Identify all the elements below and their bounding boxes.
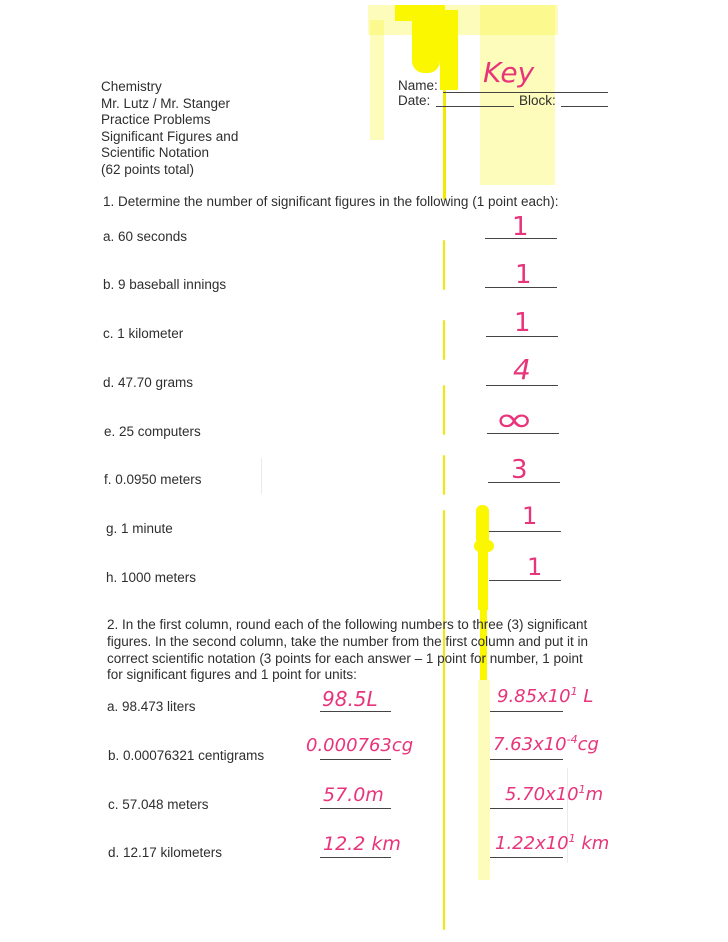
worksheet-topic-1: Significant Figures and [101, 128, 239, 144]
q1-answer: 1 [512, 212, 529, 242]
q1-item-label: c. 1 kilometer [103, 326, 184, 341]
q2-scientific-line [490, 808, 563, 809]
q2-prompt-line: for significant figures and 1 point for units: [107, 667, 357, 683]
worksheet-topic-2: Scientific Notation [101, 145, 210, 160]
q2-rounded-line [320, 808, 391, 809]
sci-exponent: 1 [578, 783, 586, 796]
name-field-value: Key [483, 56, 535, 89]
q1-answer: 3 [511, 455, 528, 485]
sci-mantissa: 9.85x10 [497, 686, 571, 707]
q2-rounded-answer: 57.0m [323, 784, 384, 806]
sci-exponent: 1 [568, 832, 576, 845]
q1-item-label: b. 9 baseball innings [103, 277, 227, 292]
q1-item-label: f. 0.0950 meters [104, 472, 202, 487]
sci-exponent: -4 [566, 733, 578, 746]
q1-answer: ∞ [494, 400, 534, 440]
sci-unit: m [585, 784, 604, 805]
q2-rounded-answer: 98.5L [322, 687, 378, 711]
q1-item-label: g. 1 minute [106, 521, 173, 536]
sci-exponent: 1 [570, 685, 578, 698]
q2-scientific-line [490, 857, 563, 858]
sci-mantissa: 5.70x10 [505, 784, 579, 805]
q2-prompt-line: 2. In the first column, round each of the following numbers to three (3) significant [107, 617, 588, 632]
q1-answer: 1 [515, 260, 532, 290]
q2-rounded-answer: 12.2 km [323, 833, 401, 855]
q1-answer: 1 [527, 553, 543, 581]
q2-scientific-line [490, 759, 563, 760]
sci-unit: L [583, 686, 594, 707]
q1-answer: 1 [514, 308, 531, 338]
q2-scientific-answer [497, 685, 593, 707]
teachers: Mr. Lutz / Mr. Stanger [101, 95, 231, 111]
course-header [101, 79, 238, 178]
q2-scientific-answer [493, 733, 599, 755]
points-total: (62 points total) [101, 161, 195, 177]
course-name: Chemistry [101, 79, 162, 94]
q1-item-label: e. 25 computers [104, 424, 201, 439]
sci-mantissa: 7.63x10 [493, 734, 567, 755]
q2-rounded-line [320, 857, 391, 858]
q2-scientific-line [490, 711, 563, 712]
q2-rounded-answer: 0.000763cg [306, 735, 414, 756]
date-field-line [436, 106, 514, 107]
q1-answer: 1 [522, 502, 538, 530]
q2-item-label: c. 57.048 meters [108, 797, 209, 812]
block-label: Block: [519, 93, 556, 108]
q2-scientific-answer [495, 832, 609, 854]
question-1-prompt: 1. Determine the number of significant figures in the following (1 point each): [103, 194, 559, 209]
q2-item-label: b. 0.00076321 centigrams [108, 748, 265, 763]
question-2-prompt [107, 617, 588, 684]
block-field-line [561, 106, 608, 107]
q1-item-label: d. 47.70 grams [103, 375, 194, 390]
q1-answer: 4 [513, 353, 531, 386]
q2-prompt-line: figures. In the second column, take the number from the first column and put it in [107, 633, 588, 649]
q1-answer-line [489, 580, 561, 581]
q2-rounded-line [320, 759, 391, 760]
q2-scientific-answer [505, 783, 603, 805]
worksheet-type: Practice Problems [101, 112, 211, 127]
q2-rounded-line [320, 711, 391, 712]
sci-unit: cg [577, 734, 599, 755]
sci-mantissa: 1.22x10 [495, 833, 569, 854]
q2-item-label: d. 12.17 kilometers [108, 845, 223, 860]
q2-item-label: a. 98.473 liters [107, 699, 196, 714]
q2-prompt-line: correct scientific notation (3 points for each answer – 1 point for number, 1 point [107, 650, 583, 666]
q1-answer-line [489, 531, 561, 532]
q1-item-label: a. 60 seconds [103, 229, 188, 244]
date-label: Date: [398, 93, 431, 108]
scan-artifact-line [261, 458, 262, 494]
name-label: Name: [398, 78, 438, 93]
q1-item-label: h. 1000 meters [106, 570, 197, 585]
sci-unit: km [581, 833, 610, 854]
